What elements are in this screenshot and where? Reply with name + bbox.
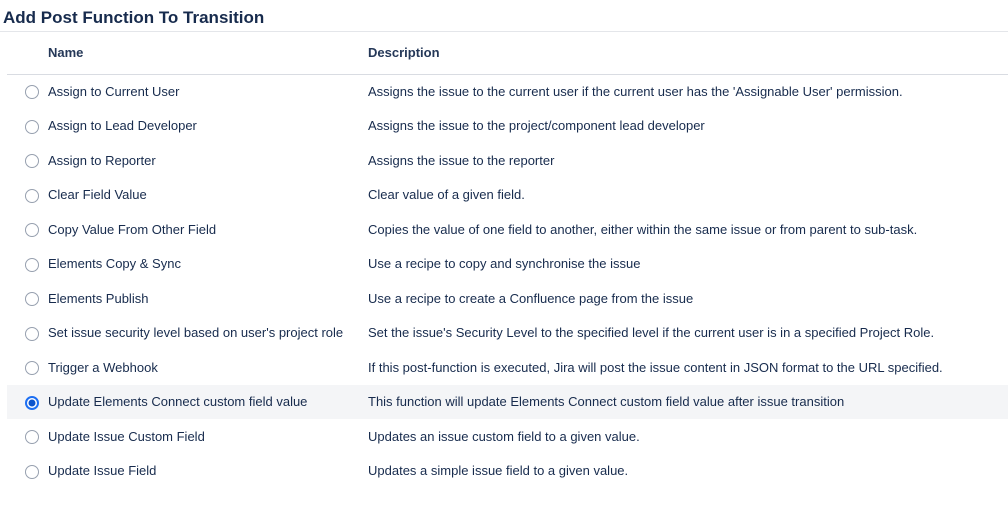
radio-cell: [7, 385, 48, 420]
radio-cell: [7, 281, 48, 316]
radio-button[interactable]: [25, 465, 39, 479]
function-name: Clear Field Value: [48, 187, 147, 203]
radio-button[interactable]: [25, 258, 39, 272]
radio-button[interactable]: [25, 396, 39, 410]
radio-cell: [7, 109, 48, 144]
table-row[interactable]: [7, 74, 1008, 109]
table-row[interactable]: [7, 419, 1008, 454]
function-name: Update Issue Custom Field: [48, 428, 205, 444]
function-name: Assign to Current User: [48, 84, 180, 99]
radio-cell: [7, 74, 48, 109]
radio-button[interactable]: [25, 154, 39, 168]
function-name: Copy Value From Other Field: [48, 221, 217, 237]
table-body: [7, 74, 1008, 488]
table-header: [7, 32, 1008, 74]
table-row[interactable]: [7, 385, 1008, 420]
function-description: Use a recipe to create a Confluence page from the issue: [368, 290, 694, 306]
function-description: This function will update Elements Connect custom field value after issue transition: [368, 394, 845, 410]
radio-button[interactable]: [25, 327, 39, 341]
radio-cell: [7, 178, 48, 213]
function-description: Updates a simple issue field to a given value.: [368, 463, 629, 479]
description-column-header: Description: [368, 32, 1008, 74]
radio-cell: [7, 247, 48, 282]
radio-button[interactable]: [25, 361, 39, 375]
radio-button[interactable]: [25, 430, 39, 444]
function-name: Trigger a Webhook: [48, 359, 158, 375]
radio-button[interactable]: [25, 189, 39, 203]
function-name: Elements Copy & Sync: [48, 256, 181, 272]
table-row[interactable]: [7, 212, 1008, 247]
function-description: Use a recipe to copy and synchronise the issue: [368, 256, 641, 272]
function-name: Elements Publish: [48, 290, 149, 306]
radio-cell: [7, 212, 48, 247]
function-description: Assigns the issue to the project/component lead developer: [368, 118, 705, 134]
function-name: Assign to Reporter: [48, 152, 156, 168]
table-row[interactable]: [7, 316, 1008, 351]
radio-button[interactable]: [25, 120, 39, 134]
page-title: Add Post Function To Transition: [3, 8, 265, 27]
function-description: Set the issue's Security Level to the specified level if the current user is in a specified Project Role.: [368, 325, 935, 341]
table-row[interactable]: [7, 281, 1008, 316]
post-functions-table: [7, 32, 1008, 488]
radio-cell: [7, 316, 48, 351]
function-description: Clear value of a given field.: [368, 187, 525, 203]
function-description: Assigns the issue to the current user if the current user has the 'Assignable User' permission.: [368, 84, 903, 99]
radio-button[interactable]: [25, 292, 39, 306]
table-row[interactable]: [7, 454, 1008, 489]
function-name: Update Issue Field: [48, 463, 157, 479]
function-name: Set issue security level based on user's project role: [48, 325, 344, 341]
radio-cell: [7, 419, 48, 454]
table-row[interactable]: [7, 247, 1008, 282]
radio-cell: [7, 454, 48, 489]
name-column-header: Name: [48, 32, 368, 74]
radio-button[interactable]: [25, 85, 39, 99]
table-row[interactable]: [7, 109, 1008, 144]
function-name: Update Elements Connect custom field value: [48, 394, 308, 410]
function-description: If this post-function is executed, Jira will post the issue content in JSON format to the URL specified.: [368, 359, 943, 375]
table-row[interactable]: [7, 143, 1008, 178]
function-description: Updates an issue custom field to a given value.: [368, 428, 640, 444]
radio-column-header: [7, 32, 48, 74]
table-row[interactable]: [7, 178, 1008, 213]
function-description: Assigns the issue to the reporter: [368, 152, 555, 168]
radio-cell: [7, 350, 48, 385]
table-row[interactable]: [7, 350, 1008, 385]
radio-button[interactable]: [25, 223, 39, 237]
function-name: Assign to Lead Developer: [48, 118, 197, 134]
radio-cell: [7, 143, 48, 178]
function-description: Copies the value of one field to another, either within the same issue or from parent to sub-task.: [368, 221, 918, 237]
